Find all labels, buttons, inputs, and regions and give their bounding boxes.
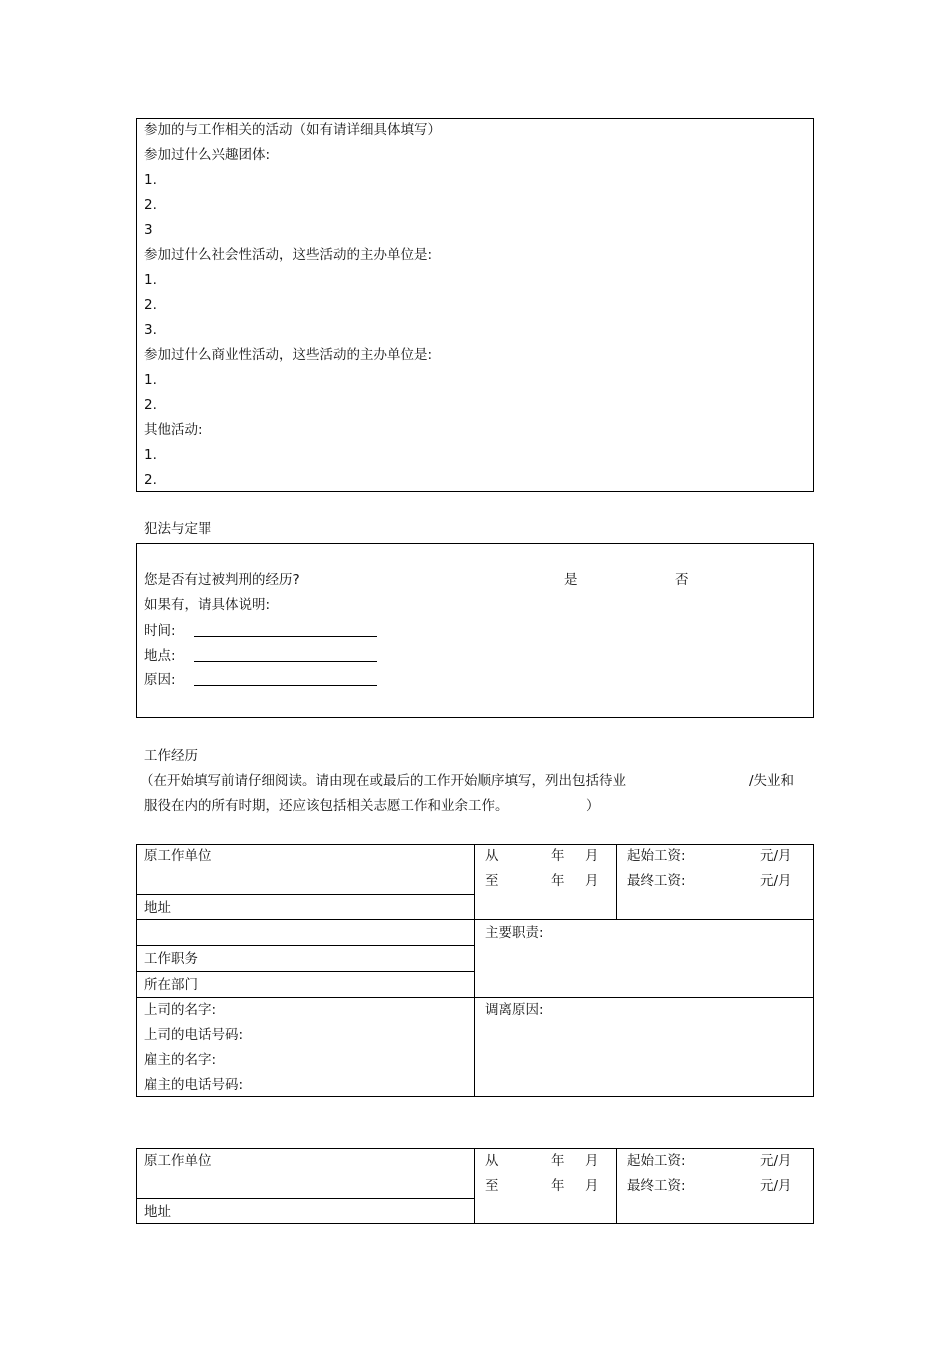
address-label: 地址 [144, 1204, 171, 1220]
department-label: 所在部门 [144, 977, 198, 993]
crime-time-field[interactable] [194, 636, 377, 637]
work-note-line1: （在开始填写前请仔细阅读。请由现在或最后的工作开始顺序填写，列出包括待业 [140, 773, 626, 789]
per-month-label: 元/月 [760, 848, 792, 864]
other-item: 2. [144, 472, 157, 488]
crime-question: 您是否有过被判刑的经历? [144, 572, 300, 588]
table1-divider [136, 919, 814, 920]
crime-yes-option[interactable]: 是 [564, 572, 578, 588]
business-item: 2. [144, 397, 157, 413]
to-label: 至 [485, 1178, 499, 1194]
other-title: 其他活动: [144, 422, 203, 438]
work-note-slash: /失业和 [749, 773, 795, 789]
work-section-title: 工作经历 [144, 748, 198, 764]
business-item: 1. [144, 372, 157, 388]
table1-divider [474, 844, 475, 1097]
crime-box [136, 543, 814, 718]
per-month-label: 元/月 [760, 1153, 792, 1169]
year-label: 年 [551, 873, 565, 889]
year-label: 年 [551, 848, 565, 864]
interest-item: 3 [144, 222, 153, 238]
table1-divider [136, 997, 814, 998]
work-note-close: ） [586, 798, 600, 814]
crime-no-option[interactable]: 否 [675, 572, 689, 588]
per-month-label: 元/月 [760, 1178, 792, 1194]
table1-divider [136, 945, 474, 946]
boss-name-label: 上司的名字: [144, 1002, 217, 1018]
table1-divider [136, 971, 474, 972]
from-label: 从 [485, 848, 499, 864]
month-label: 月 [585, 1178, 599, 1194]
table2-divider [616, 1148, 617, 1224]
table2-divider [136, 1198, 474, 1199]
work-table-2 [136, 1148, 814, 1224]
business-title: 参加过什么商业性活动，这些活动的主办单位是: [144, 347, 433, 363]
table1-divider [136, 894, 474, 895]
leave-reason-label: 调离原因: [485, 1002, 544, 1018]
final-salary-label: 最终工资: [627, 1178, 686, 1194]
activities-box [136, 118, 814, 492]
social-item: 1. [144, 272, 157, 288]
crime-time-label: 时间: [144, 623, 176, 639]
social-title: 参加过什么社会性活动，这些活动的主办单位是: [144, 247, 433, 263]
month-label: 月 [585, 848, 599, 864]
crime-reason-label: 原因: [144, 672, 176, 688]
other-item: 1. [144, 447, 157, 463]
year-label: 年 [551, 1178, 565, 1194]
interest-title: 参加过什么兴趣团体: [144, 147, 271, 163]
final-salary-label: 最终工资: [627, 873, 686, 889]
from-label: 从 [485, 1153, 499, 1169]
interest-item: 2. [144, 197, 157, 213]
month-label: 月 [585, 1153, 599, 1169]
crime-reason-field[interactable] [194, 685, 377, 686]
month-label: 月 [585, 873, 599, 889]
social-item: 2. [144, 297, 157, 313]
employer-phone-label: 雇主的电话号码: [144, 1077, 244, 1093]
employer-label: 原工作单位 [144, 1153, 212, 1169]
start-salary-label: 起始工资: [627, 1153, 686, 1169]
work-note-line2: 服役在内的所有时期，还应该包括相关志愿工作和业余工作。 [144, 798, 509, 814]
activities-heading: 参加的与工作相关的活动（如有请详细具体填写） [144, 122, 441, 138]
crime-place-label: 地点: [144, 648, 176, 664]
employer-name-label: 雇主的名字: [144, 1052, 217, 1068]
table1-divider [616, 844, 617, 920]
interest-item: 1. [144, 172, 157, 188]
boss-phone-label: 上司的电话号码: [144, 1027, 244, 1043]
to-label: 至 [485, 873, 499, 889]
year-label: 年 [551, 1153, 565, 1169]
crime-section-title: 犯法与定罪 [144, 521, 212, 537]
crime-explain-label: 如果有，请具体说明: [144, 597, 271, 613]
social-item: 3. [144, 322, 157, 338]
per-month-label: 元/月 [760, 873, 792, 889]
table2-divider [474, 1148, 475, 1224]
start-salary-label: 起始工资: [627, 848, 686, 864]
job-title-label: 工作职务 [144, 951, 198, 967]
address-label: 地址 [144, 900, 171, 916]
employer-label: 原工作单位 [144, 848, 212, 864]
crime-place-field[interactable] [194, 661, 377, 662]
duties-label: 主要职责: [485, 925, 544, 941]
